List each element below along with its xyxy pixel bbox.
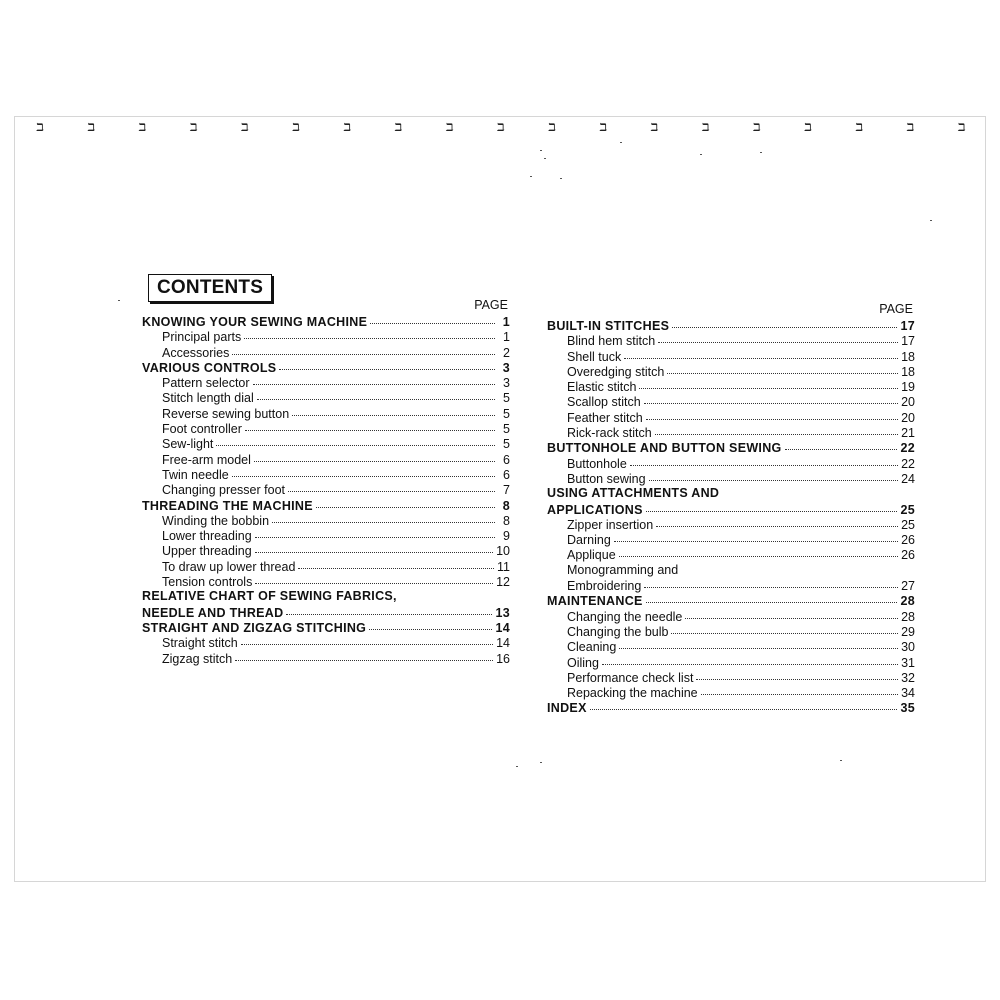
toc-entry-page: 28 [901, 609, 915, 624]
binding-hole-icon: ℶ [394, 121, 403, 134]
toc-entry-label: Elastic stitch [567, 380, 637, 395]
toc-entry-label: Stitch length dial [162, 391, 254, 406]
binding-hole-icon: ℶ [240, 121, 249, 134]
dot-leader [254, 449, 495, 462]
toc-entry-page: 17 [901, 334, 915, 349]
toc-entry [138, 650, 510, 665]
toc-entry-label: To draw up lower thread [162, 559, 296, 574]
dot-leader [400, 586, 495, 598]
binding-hole-icon: ℶ [906, 121, 915, 134]
toc-entry-page: 8 [503, 513, 510, 528]
scan-speck [516, 766, 518, 767]
toc-entry-label: Performance check list [567, 670, 694, 685]
dot-leader [255, 571, 493, 584]
toc-right-column [543, 302, 915, 715]
toc-entry-page: 22 [900, 441, 915, 456]
toc-entry-label: Free-arm model [162, 452, 251, 467]
toc-entry-label: Darning [567, 533, 611, 548]
toc-entry-label: Repacking the machine [567, 686, 698, 701]
binding-hole-icon: ℶ [445, 121, 454, 134]
dot-leader [257, 387, 495, 400]
scan-speck [700, 154, 702, 155]
dot-leader [279, 357, 495, 370]
toc-entry-page: 1 [503, 330, 510, 345]
dot-leader [644, 391, 898, 404]
toc-entry-page: 1 [502, 315, 510, 329]
contents-title: CONTENTS [148, 274, 272, 302]
toc-entry-page: 26 [901, 533, 915, 548]
toc-entry-page: 5 [503, 391, 510, 406]
toc-entry-page: 22 [901, 456, 915, 471]
binding-hole-icon: ℶ [87, 121, 96, 134]
toc-entry-label: Button sewing [567, 471, 646, 486]
toc-entry-label: Pattern selector [162, 376, 250, 391]
dot-leader [696, 667, 898, 680]
toc-entry-page: 18 [901, 349, 915, 364]
toc-entry-page: 30 [901, 640, 915, 655]
spiral-binding-row [0, 122, 1000, 136]
binding-hole-icon: ℶ [292, 121, 301, 134]
scan-speck [540, 762, 542, 763]
toc-entry-label: NEEDLE AND THREAD [142, 605, 284, 620]
toc-entry-page: 34 [901, 686, 915, 701]
toc-entry-page: 26 [901, 548, 915, 563]
dot-leader [272, 510, 495, 523]
toc-entry-page: 6 [503, 452, 510, 467]
binding-hole-icon: ℶ [548, 121, 557, 134]
toc-entry-page: 13 [495, 605, 510, 620]
toc-entry-label: Applique [567, 548, 616, 563]
toc-entry-label: Overedging stitch [567, 364, 665, 379]
dot-leader [590, 697, 898, 710]
toc-left-column [138, 298, 510, 665]
toc-entry-page: 16 [496, 651, 510, 666]
toc-entry-label: Oiling [567, 655, 599, 670]
toc-entry-label: KNOWING YOUR SEWING MACHINE [142, 315, 368, 329]
toc-entry-label: VARIOUS CONTROLS [142, 360, 277, 375]
toc-entry-page: 25 [900, 502, 915, 517]
toc-entry-page: 20 [901, 410, 915, 425]
toc-entry-label: Zipper insertion [567, 517, 654, 532]
dot-leader [232, 342, 495, 355]
toc-entry-page: 12 [496, 575, 510, 590]
binding-hole-icon: ℶ [36, 121, 45, 134]
scan-speck [118, 300, 120, 301]
toc-entry-page: 5 [503, 437, 510, 452]
binding-hole-icon: ℶ [752, 121, 761, 134]
toc-entry-label: Buttonhole [567, 456, 627, 471]
scan-speck [760, 152, 762, 153]
toc-entry-page: 11 [497, 559, 510, 574]
dot-leader [286, 602, 492, 615]
toc-entry-page: 9 [503, 529, 510, 544]
dot-leader [255, 525, 495, 538]
binding-hole-icon: ℶ [599, 121, 608, 134]
toc-entry-page: 19 [901, 380, 915, 395]
dot-leader [722, 483, 900, 495]
binding-hole-icon: ℶ [343, 121, 352, 134]
toc-entry-label: Twin needle [162, 467, 229, 482]
toc-entry-page: 24 [901, 471, 915, 486]
page-column-header: PAGE [474, 298, 508, 312]
dot-leader [639, 376, 898, 389]
dot-leader [370, 311, 495, 324]
dot-leader [646, 407, 898, 420]
dot-leader [685, 606, 898, 619]
dot-leader [316, 495, 495, 508]
toc-entry-page: 7 [503, 483, 510, 498]
toc-entry-page: 25 [901, 517, 915, 532]
toc-entry-page: 3 [502, 360, 510, 375]
toc-entry-page: 21 [901, 426, 915, 441]
dot-leader [646, 590, 898, 603]
dot-leader [701, 682, 898, 695]
toc-entry-page: 14 [496, 636, 510, 651]
toc-entry-page: 31 [901, 655, 915, 670]
dot-leader [667, 361, 898, 374]
dot-leader [644, 575, 898, 588]
dot-leader [602, 652, 898, 665]
binding-hole-icon: ℶ [855, 121, 864, 134]
dot-leader [619, 636, 898, 649]
dot-leader [672, 315, 897, 328]
toc-entry-label: Zigzag stitch [162, 651, 233, 666]
toc-entry-page: 6 [503, 467, 510, 482]
toc-entry-page: 10 [496, 544, 510, 559]
toc-entry-label: Cleaning [567, 640, 617, 655]
toc-entry-label: INDEX [547, 701, 587, 716]
toc-entry-label: STRAIGHT AND ZIGZAG STITCHING [142, 620, 367, 635]
toc-entry-label: Changing the bulb [567, 624, 669, 639]
dot-leader [253, 372, 495, 385]
toc-entry-page: 3 [503, 376, 510, 391]
toc-entry-label: Lower threading [162, 529, 252, 544]
toc-entry-label: Reverse sewing button [162, 406, 290, 421]
toc-entry-label: BUTTONHOLE AND BUTTON SEWING [547, 441, 782, 456]
toc-entry-label: Feather stitch [567, 410, 643, 425]
page-column-header: PAGE [879, 302, 913, 316]
dot-leader [655, 422, 898, 435]
toc-entry-label: Embroidering [567, 579, 642, 594]
dot-leader [658, 330, 898, 343]
toc-entry-label: Principal parts [162, 330, 242, 345]
toc-entry-page: 32 [901, 670, 915, 685]
toc-right-list [543, 317, 915, 715]
dot-leader [235, 648, 493, 661]
toc-entry-label: Winding the bobbin [162, 513, 270, 528]
binding-hole-icon: ℶ [650, 121, 659, 134]
toc-entry-page: 14 [495, 620, 510, 635]
scan-speck [540, 150, 542, 151]
toc-entry-page: 20 [901, 395, 915, 410]
toc-entry-label: Straight stitch [162, 636, 238, 651]
scan-speck [930, 220, 932, 221]
dot-leader [614, 529, 898, 542]
binding-hole-icon: ℶ [189, 121, 198, 134]
toc-entry-page: 35 [900, 701, 915, 716]
scan-speck [620, 142, 622, 143]
toc-entry-page: 28 [900, 594, 915, 609]
toc-entry-label: Changing presser foot [162, 483, 285, 498]
toc-left-list [138, 313, 510, 665]
toc-entry-label: Upper threading [162, 544, 252, 559]
toc-entry-label: Changing the needle [567, 609, 683, 624]
toc-entry-page: 29 [901, 624, 915, 639]
toc-entry-page: 5 [503, 422, 510, 437]
toc-entry-label: Monogramming and [567, 562, 679, 577]
scan-speck [560, 178, 562, 179]
toc-entry-label: RELATIVE CHART OF SEWING FABRICS, [142, 589, 397, 604]
toc-entry-label: USING ATTACHMENTS AND [547, 486, 720, 501]
toc-entry-label: THREADING THE MACHINE [142, 498, 313, 513]
dot-leader [241, 632, 493, 645]
toc-entry-label: Foot controller [162, 422, 242, 437]
toc-entry-label: BUILT-IN STITCHES [547, 319, 670, 333]
toc-entry-page: 27 [901, 579, 915, 594]
dot-leader [681, 560, 900, 572]
binding-hole-icon: ℶ [804, 121, 813, 134]
dot-leader [656, 514, 898, 527]
toc-entry [543, 699, 915, 714]
binding-hole-icon: ℶ [957, 121, 966, 134]
toc-entry-label: Tension controls [162, 575, 253, 590]
dot-leader [245, 418, 495, 431]
dot-leader [255, 540, 493, 553]
toc-entry-page: 17 [900, 319, 915, 333]
dot-leader [630, 453, 898, 466]
toc-entry-label: Scallop stitch [567, 395, 641, 410]
binding-hole-icon: ℶ [496, 121, 505, 134]
binding-hole-icon: ℶ [701, 121, 710, 134]
toc-entry-label: Sew-light [162, 437, 214, 452]
dot-leader [646, 499, 898, 512]
toc-entry-label: MAINTENANCE [547, 594, 643, 609]
toc-entry-page: 2 [503, 345, 510, 360]
toc-entry-label: Shell tuck [567, 349, 622, 364]
dot-leader [785, 437, 898, 450]
scan-speck [840, 760, 842, 761]
dot-leader [369, 617, 492, 630]
dot-leader [216, 433, 495, 446]
dot-leader [671, 621, 898, 634]
toc-entry-label: APPLICATIONS [547, 502, 643, 517]
dot-leader [649, 468, 899, 481]
toc-entry-label: Rick-rack stitch [567, 426, 652, 441]
toc-entry-page: 8 [502, 498, 510, 513]
dot-leader [244, 326, 495, 339]
dot-leader [624, 346, 898, 359]
scan-speck [544, 158, 546, 159]
dot-leader [288, 479, 495, 492]
binding-hole-icon: ℶ [138, 121, 147, 134]
toc-entry-label: Accessories [162, 345, 230, 360]
dot-leader [292, 403, 495, 416]
toc-entry-page: 5 [503, 406, 510, 421]
dot-leader [298, 556, 494, 569]
toc-entry-page: 18 [901, 364, 915, 379]
scan-speck [530, 176, 532, 177]
toc-entry-label: Blind hem stitch [567, 334, 656, 349]
dot-leader [232, 464, 495, 477]
dot-leader [619, 544, 898, 557]
